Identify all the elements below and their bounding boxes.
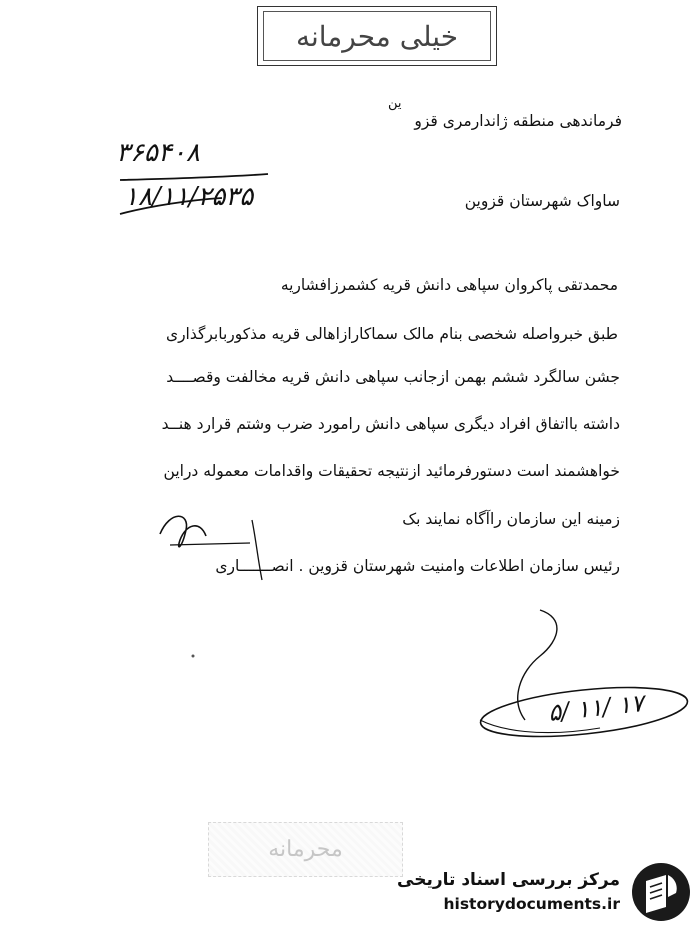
classification-stamp-text: خیلی محرمانه: [263, 11, 491, 61]
recipient-line-1-suffix: ین: [388, 96, 402, 111]
body-line: طبق خبرواصله شخصی بنام مالک سماکارازاهالی قریه مذکوربابرگذاری: [165, 325, 618, 343]
watermark-site: historydocuments.ir: [443, 895, 620, 913]
recipient-line-2: ساواک شهرستان قزوین: [464, 192, 620, 210]
handwritten-bottom-date: ۵/ ۱۱/ ۱۷: [546, 689, 646, 727]
faded-stamp: محرمانه: [208, 822, 403, 877]
body-line: جشن سالگرد ششم بهمن ازجانب سپاهی دانش قریه مخالفت وقصــــد: [166, 368, 620, 386]
body-line: زمینه این سازمان راآگاه نمایند ب‍ک: [402, 510, 620, 528]
body-line: داشته بااتفاق افراد دیگری سپاهی دانش رامورد ضرب وشتم قرارد هنــد: [161, 415, 620, 433]
handwritten-date: ۱۸/۱۱/۲۵۳۵: [124, 182, 254, 212]
watermark: [397, 857, 698, 923]
recipient-line-1: فرماندهی منطقه ژاندارمری قزو: [414, 112, 622, 130]
body-line: محمدتقی پاکروان سپاهی دانش قریه کشمرزافشاریه: [280, 276, 618, 294]
watermark-name: مرکز بررسی اسناد تاریخی: [397, 870, 620, 890]
document-logo-icon: [632, 863, 690, 921]
signature-line: رئیس سازمان اطلاعات وامنیت شهرستان قزوین . انصـــــــاری: [215, 557, 620, 575]
body-line: خواهشمند است دستورفرمائید ازنتیجه تحقیقات واقدامات معموله دراین: [163, 462, 620, 480]
handwritten-reference-number: ۳۶۵۴۰۸: [116, 138, 200, 168]
